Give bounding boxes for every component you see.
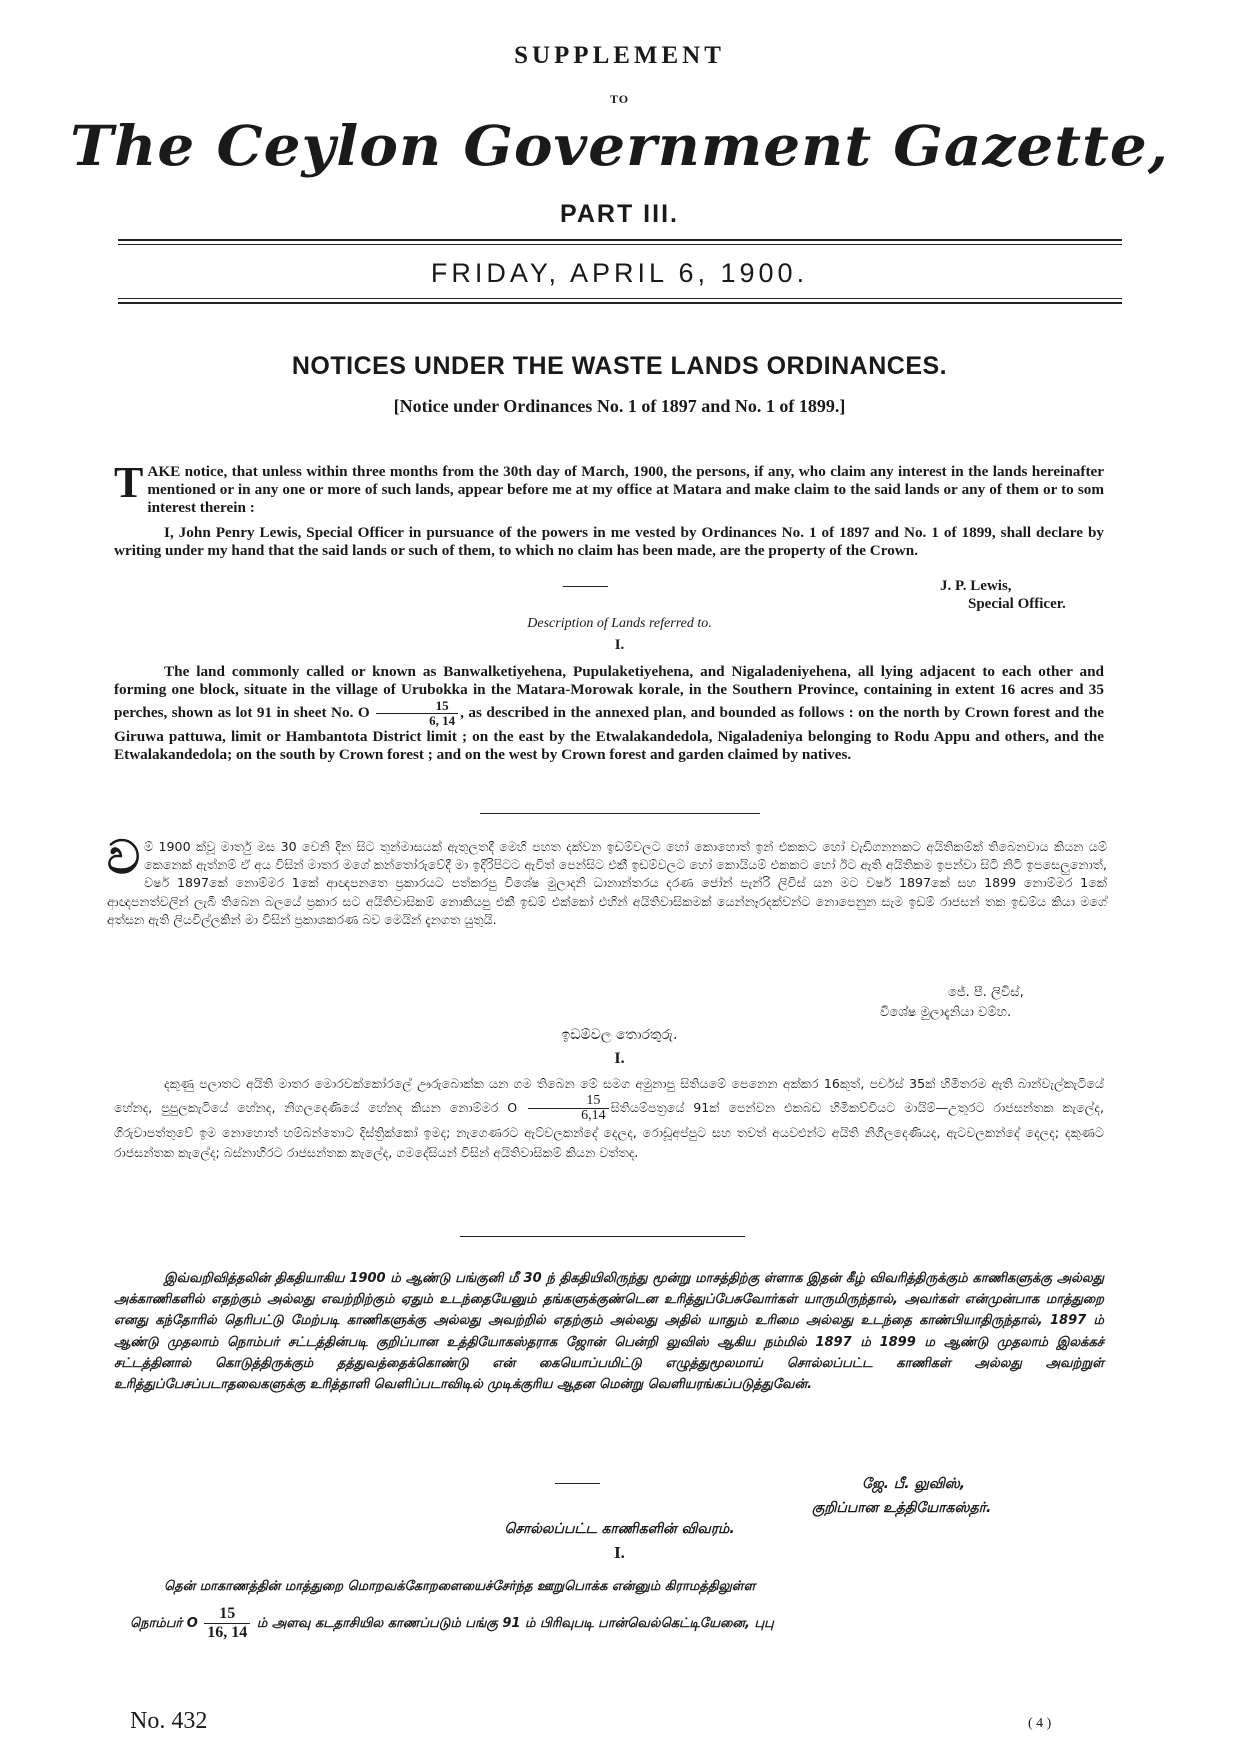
english-signatory: J. P. Lewis, [940, 578, 1012, 594]
english-para1-text: AKE notice, that unless within three months from the 30th day of March, 1900, the persons, if any, who claim any interest in the lands hereinafter mentioned or in any one or more of such lands, appear before me at my office at Matara and make claim to the said lands or any of them or to som interest therein : [147, 463, 1104, 516]
tamil-notice-para1: இவ்வறிவித்தலின் திகதியாகிய 1900 ம் ஆண்டு பங்குனி மீ 30 ந் திகதியிலிருந்து மூன்று மாசத்திற்கு ள்ளாக இதன் கீழ் விவரித்திருக்கும் காணிகளுக்கு அல்லது அக்காணிகளில் எதற்கும் அல்லது எவற்றிற்கும் ஏதும் உடந்தையேனும் தங்களுக்குண்டென உரித்துப்பேசுவோர்கள் யாருமிருந்தால், அவர்கள் என்முன்பாக மாத்துறை எனது கந்தோரில் தெரிபட்டு மேற்படி காணிகளுக்கு அல்லது அவற்றில் எதற்கும் அல்லது அதில் யாதும் உரிமை அல்லது உடந்தை காண்பியாதிருந்தால், 1897 ம் ஆண்டு முதலாம் நொம்பர் சட்டத்தின்படி குறிப்பான உத்தியோகஸ்தராக ஜோன் பென்றி லுவிஸ் ஆகிய நம்மில் 1897 ம் 1899 ம ஆண்டு முதலாம் இலக்கச் சட்டத்தினால் கொடுத்திருக்கும் தத்துவத்தைக்கொண்டு என் கையொப்பமிட்டு எழுத்துமூலமாய் சொல்லப்பட்ட காணிகள் அல்லது அவற்றுள் உரித்துப்பேசப்படாதவைகளுக்கு உரித்தாளி வெளிப்படாவிடில் முடிக்குரிய ஆதன மென்று வெளியரங்கப்படுத்துவேன். [114, 1271, 1104, 1393]
english-land-text-b: , as described in the annexed plan, and bounded as follows : on the north by Crown forest and the Giruwa pattuwa, limit or Hambantota District limit ; on the east by the Etwalakandedola, Nigaladeniya belonging to Rodu Appu and others, and the Etwalakandedola; on the south by Crown forest ; and on the west by Crown forest and garden claimed by natives. [114, 703, 1105, 763]
tamil-section-no: I. [614, 1543, 625, 1562]
english-notice-para1 [114, 458, 1104, 517]
notices-subtitle: [Notice under Ordinances No. 1 of 1897 and No. 1 of 1899.] [393, 396, 846, 416]
tamil-description-heading: சொல்லப்பட்ட காணிகளின் விவரம். [504, 1521, 735, 1537]
rule-double-top-1 [118, 239, 1122, 241]
tamil-land-prefix: நொம்பர் O [130, 1616, 198, 1631]
sinhala-signatory-title: විශේෂ මුලාදැනියා වම්හ. [880, 1005, 1012, 1020]
sinhala-land-description [114, 1074, 1104, 1163]
english-land-description [114, 663, 1104, 764]
english-notice-para2: I, John Penry Lewis, Special Officer in pursuance of the powers in me vested by Ordinances No. 1 of 1897 and No. 1 of 1899, shall declare by writing under my hand that the said lands or such of them, to which no claim has been made, are the property of the Crown. [114, 524, 1104, 559]
english-signatory-title: Special Officer. [968, 596, 1066, 612]
sinhala-land-text-a: දකුණු පලාතට අයිති මාතර මොරවක්කෝරලේ ඌරුබොක්ක යන ගම තිබෙන මේ සමග අමුනාපු සිතියමේ පෙනෙන අක්කර 16කුත්, පර්චස් 35ක් හිමිතරම ඇති බාන්වැල්කැටියේ හේනද, පුපුලකැටියේ හේනද, නිගලදෙණියේ හේනද කියන නොම්මර O [114, 1076, 1104, 1115]
separator-rule-2 [460, 1236, 745, 1237]
sinhala-para1-text: ම් 1900 ක්වූ මාර්තු මස 30 වෙනි දින සිට තුන්මාසයක් ඇතුලතදී මෙහි පහත දක්වන ඉඩම්වලට හෝ කොහොත් ඉන් එකකට හෝ වැඩිගනනකට අයිතිකම්ක් තිබෙනවාය කියන යම් කෙනෙක් ඇත්නම් ඒ අය විසින් මාතර මගේ කන්තෝරුවේදී මා ඉදිරිපිටට ඇවිත් පෙන්සිට එකී ඉඩම්වලට හෝ කොයියම් එකකට හෝ ඊට ඇති අයිතිකම ඉපන්වා සිටි නිටි ඉපසෙලුනොත්, වර්ෂ 1897කේ නොම්මර 1කේ ආඥපනතෙ ප්‍රකාරයට පත්කරපු විශේෂ මුලාදනි ධානාන්තරය දරණ ජෝන් පැන්රි ලිවිස් යන මට වර්ෂ 1897කේ සහ 1899 නොම්මර 1කේ ආඥපනත්වලින් ලැබී තිබෙන බලයේ ප්‍රකාර සට අයිතිවාසිකම් නොකියපු එකී ඉඩම් එක්කෝ එහින් අයිතිවාසිකමක් යෙන්නෑරදක්වන්ට නොපෙනුන සැම ඉඩම් රාජසන් තක ඉඩම්ය කියා මගේ අත්සන ඇති ලියවිල්ලකින් මා විසින් ප්‍රකාශකරණ බව මෙයින් දැනගත යුතුයි. [107, 839, 1107, 927]
sinhala-description-heading: ඉඩම්වල තොරතුරු. [561, 1027, 678, 1043]
sinhala-notice-para1 [107, 830, 1107, 929]
rule-double-bottom-1 [118, 298, 1122, 299]
short-rule-tamil-sig [555, 1483, 600, 1484]
tamil-signatory: ஜே. பீ. லுவிஸ், [862, 1476, 966, 1492]
supplement-heading: SUPPLEMENT [514, 42, 725, 69]
issue-date: FRIDAY, APRIL 6, 1900. [430, 258, 809, 288]
sinhala-land-text-b: සිතියම්පත්‍රයේ 91ක් පෙන්වන එකබඩ හිමිකව්වියට මායිම්—උතුරට රාජසන්තක කැලේද, ගිරුවාපත්තුවේ ඉම නොහොත් හම්බන්තොට දිස්ත්‍රික්කෝ ඉමද; නැගෙණරට ඇට්වලකන්දේ දෙලද, රොඩූඅප්පුට සහ තවත් අයවළුන්ට අයිති නිගිලදෙණියද, ඇටවලකන්දේ දෙලද; දකුණට රාජසන්තක කැලේද; බස්නාහිරට රාජසන්තක කැලේද, ගමදේසියන් විසින් අයිතිවාසිකම් කියන වත්තද. [114, 1100, 1104, 1160]
tamil-land-text-b-line [130, 1605, 1110, 1642]
sinhala-section-no: I. [614, 1050, 625, 1067]
sinhala-sheet-fraction: $\frac{15}{6,14}$ [528, 1094, 609, 1123]
tamil-sheet-fraction: $\frac{15}{16, 14}$ [204, 1605, 250, 1642]
english-land-text-a: The land commonly called or known as Banwalketiyehena, Pupulaketiyehena, and Nigaladeniyehena, all lying adjacent to each other and forming one block, situate in the village of Urubokka in the Matara-Morowak korale, in the Southern Province, containing in extent 16 acres and 35 perches, shown as lot 91 in sheet No. O [114, 663, 1104, 721]
notices-title: NOTICES UNDER THE WASTE LANDS ORDINANCES. [291, 352, 948, 380]
separator-rule-1 [480, 813, 760, 814]
tamil-signatory-title: குறிப்பான உத்தியோகஸ்தர். [812, 1500, 992, 1516]
gazette-title: The Ceylon Government Gazette, [70, 113, 1169, 179]
english-section-no: I. [614, 637, 625, 653]
rule-double-top-2 [118, 244, 1122, 245]
dropcap-sinhala: ව [107, 830, 141, 884]
short-rule-english-sig [563, 586, 608, 587]
part-label: PART III. [560, 200, 679, 228]
to-label: TO [609, 92, 630, 106]
english-sheet-fraction: $\frac{15}{6, 14}$ [376, 699, 458, 728]
tamil-land-text-a: தென் மாகாணத்தின் மாத்துறை மொறவக்கோறளையைச்சேர்ந்த ஊறுபொக்க என்னும் கிராமத்திலுள்ள [164, 1579, 756, 1594]
sinhala-signatory: ජේ. පී. ලිවිස්, [948, 985, 1024, 1000]
tamil-land-text-b: ம் அளவு கடதாசியில காணப்படும் பங்கு 91 ம் பிரிவுபடி பான்வெல்கெட்டியேனை, புபு [256, 1616, 774, 1631]
page-folio: ( 4 ) [1028, 1716, 1052, 1731]
dropcap-t: T [114, 458, 144, 507]
english-description-heading: Description of Lands referred to. [527, 616, 712, 631]
issue-number: No. 432 [130, 1708, 208, 1734]
rule-double-bottom-2 [118, 302, 1122, 304]
